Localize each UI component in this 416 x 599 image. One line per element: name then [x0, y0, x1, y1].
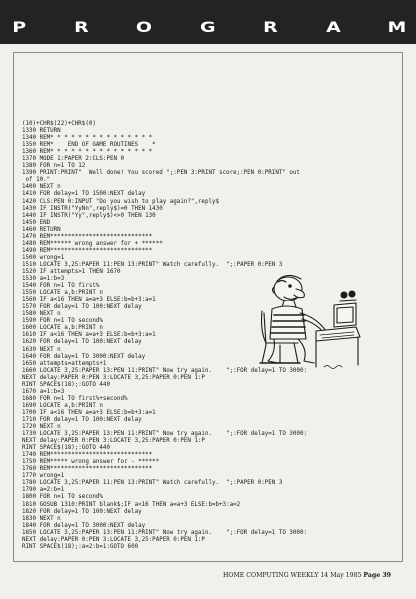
code-line: 1720 NEXT n — [22, 424, 61, 431]
code-line: 1350 REM* END OF GAME ROUTINES * — [22, 142, 156, 149]
banner-letter: M — [387, 20, 407, 36]
code-line: 1580 NEXT n — [22, 311, 61, 318]
code-line: 1490 REM***************************** — [22, 247, 153, 254]
code-line: 1420 CLS:PEN 0:INPUT "Do you wish to play again?",reply$ — [22, 198, 220, 205]
code-line: 1800 FOR n=1 TO second% — [22, 494, 103, 501]
banner-letter: P — [12, 20, 27, 36]
code-line: 1710 FOR delay=1 TO 100:NEXT delay — [22, 416, 142, 423]
code-line: 1610 IF a<16 THEN a=a+3 ELSE:b=b+3:a=1 — [22, 332, 156, 339]
code-line: 1660 LOCATE 3,25:PAPER 13:PEN 11:PRINT" Now try again. ";:FOR delay=1 TO 3000: — [22, 367, 307, 374]
code-line: 1370 MODE 1:PAPER 2:CLS:PEN 0 — [22, 156, 125, 163]
banner-letter: O — [136, 20, 153, 36]
code-line: 1480 REM****** wrong answer for + ****** — [22, 240, 163, 247]
code-line: NEXT delay:PAPER 0:PEN 3:LOCATE 3,25:PAPER 0:PEN 1:P — [22, 374, 205, 381]
code-line: 1360 REM* * * * * * * * * * * * * * * — [22, 149, 153, 156]
code-line: 1430 IF INSTR("YyNn",reply$)=0 THEN 1430 — [22, 205, 163, 212]
code-line: 1340 REM* * * * * * * * * * * * * * * — [22, 135, 153, 142]
code-line: 1590 FOR n=1 TO second% — [22, 318, 103, 325]
banner-title — [12, 20, 407, 36]
code-line: RINT SPACE$(18);:GOTO 440 — [22, 445, 110, 452]
code-line: RINT SPACE$(18);:GOTO 440 — [22, 381, 110, 388]
banner-letter: R — [263, 20, 278, 36]
cartoon-illustration — [250, 265, 365, 373]
code-line: 1630 NEXT n — [22, 346, 61, 353]
banner-letter: R — [74, 20, 89, 36]
code-line: 1690 LOCATE a,b:PRINT n — [22, 402, 103, 409]
code-line: 1820 FOR delay=1 TO 100:NEXT delay — [22, 508, 142, 515]
code-line: (10)+CHR$(22)+CHR$(0) — [22, 121, 96, 127]
code-line: 1330 RETURN — [22, 128, 61, 135]
code-line: 1670 a=1:b=3 — [22, 388, 65, 395]
code-line: 1650 attempts=attempts+1 — [22, 360, 107, 367]
code-line: 1380 FOR n=1 TO 12 — [22, 163, 86, 170]
code-line: 1680 FOR n=1 TO first%+second% — [22, 395, 128, 402]
code-line: 1830 NEXT n — [22, 515, 61, 522]
code-line: 1780 LOCATE 3,25:PAPER 11:PEN 13:PRINT" Watch carefully. ";:PAPER 0:PEN 3 — [22, 480, 283, 487]
code-line: 1730 LOCATE 3,25:PAPER 13:PEN 11:PRINT" Now try again. ";:FOR delay=1 TO 3000: — [22, 431, 307, 438]
code-line: NEXT delay:PAPER 0:PEN 3:LOCATE 3,25:PAPER 0:PEN 1:P — [22, 438, 205, 445]
code-line: 1760 REM***************************** — [22, 466, 153, 473]
code-line: 1810 GOSUB 1310:PRINT blank$;IF a<16 THEN a=a+3 ELSE:b=b+3:a=2 — [22, 501, 241, 508]
code-line: 1540 FOR n=1 TO first% — [22, 283, 100, 290]
code-line: of 10." — [22, 177, 51, 184]
code-line: 1500 wrong=1 — [22, 254, 65, 261]
footer-publication: HOME COMPUTING WEEKLY 14 May 1985 — [223, 572, 362, 579]
code-line: 1640 FOR delay=1 TO 3000:NEXT delay — [22, 353, 146, 360]
code-line: 1770 wrong=1 — [22, 473, 65, 480]
code-line: 1530 a=1:b=3 — [22, 276, 65, 283]
code-line: 1510 LOCATE 3,25:PAPER 11:PEN 13:PRINT" Watch carefully. ";:PAPER 0:PEN 3 — [22, 261, 283, 268]
code-line: 1790 a=2:b=1 — [22, 487, 65, 494]
code-line: 1750 REM***** wrong answer for - ****** — [22, 459, 160, 466]
code-line: 1550 LOCATE a,b:PRINT n — [22, 290, 103, 297]
code-line: 1840 FOR delay=1 TO 3000:NEXT delay — [22, 522, 146, 529]
code-line: 1440 IF INSTR("Yy",reply$)<>0 THEN 130 — [22, 212, 156, 219]
code-line: 1600 LOCATE a,b:PRINT n — [22, 325, 103, 332]
footer-page-number: Page 39 — [363, 572, 391, 579]
code-line: 1410 FOR delay=1 TO 1500:NEXT delay — [22, 191, 146, 198]
code-line: 1700 IF a<16 THEN a=a+3 ELSE:b=b+3:a=1 — [22, 409, 156, 416]
code-line: 1470 REM***************************** — [22, 233, 153, 240]
code-line: 1520 IF attempts>1 THEN 1670 — [22, 268, 121, 275]
program-banner — [0, 0, 416, 44]
code-line: 1570 FOR delay=1 TO 100:NEXT delay — [22, 304, 142, 311]
page-footer — [223, 572, 413, 586]
banner-letter: A — [325, 20, 341, 36]
banner-letter: G — [199, 20, 216, 36]
code-line: 1560 IF a<16 THEN a=a+3 ELSE:b=b+3:a=1 — [22, 297, 156, 304]
code-line: 1620 FOR delay=1 TO 100:NEXT delay — [22, 339, 142, 346]
code-line: 1740 REM***************************** — [22, 452, 153, 459]
code-line: 1460 RETURN — [22, 226, 61, 233]
code-line: RINT SPACE$(18);:a=2:b=1:GOTO 600 — [22, 543, 139, 550]
code-line: 1450 END — [22, 219, 51, 226]
code-line: 1390 PRINT:PRINT" Well done! You scored ";:PEN 3:PRINT score;:PEN 0:PRINT" out — [22, 170, 300, 177]
code-line: 1850 LOCATE 3,25:PAPER 13:PEN 11:PRINT" Now try again. ";:FOR delay=1 TO 3000: — [22, 529, 307, 536]
code-line: NEXT delay:PAPER 0:PEN 3:LOCATE 3,25:PAPER 0:PEN 1:P — [22, 536, 205, 543]
code-line: 1400 NEXT n — [22, 184, 61, 191]
